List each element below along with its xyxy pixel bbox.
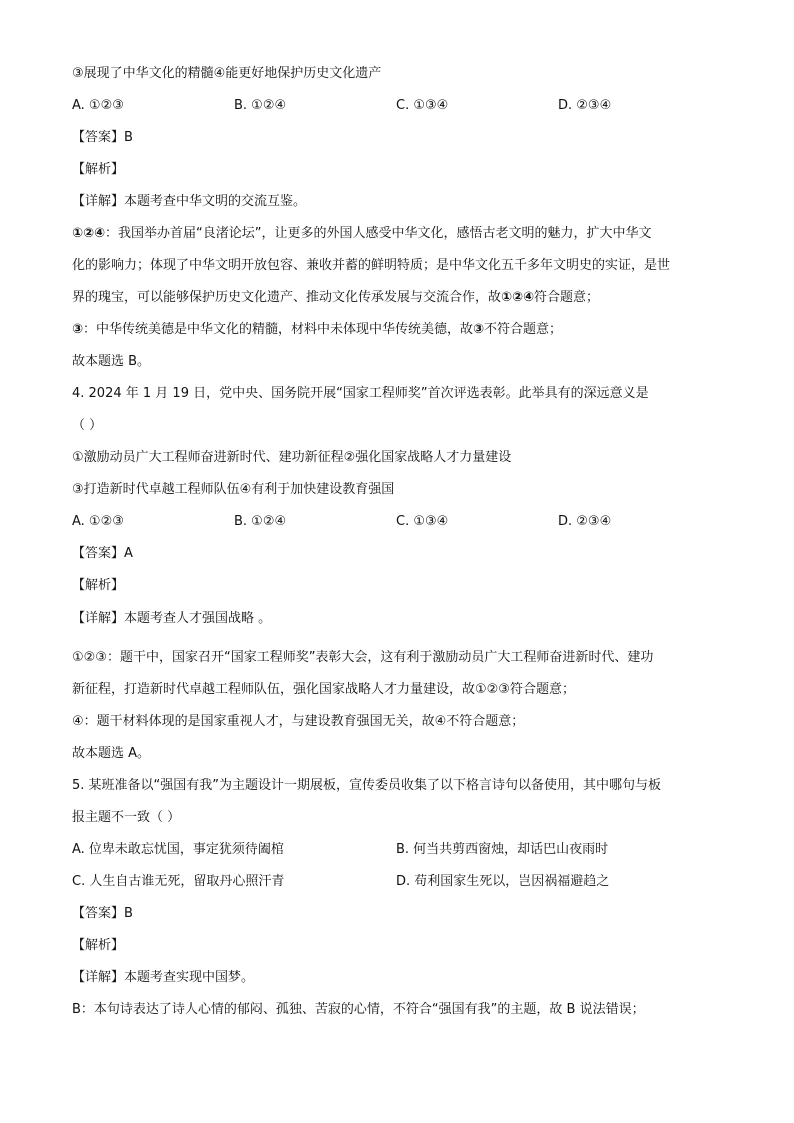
q3-text: ：我国举办首届“良渚论坛”，让更多的外国人感受中华文化，感悟古老文明的魅力，扩大中华文 (105, 226, 652, 241)
q3-statement-line: ③展现了中华文化的精髓④能更好地保护历史文化遗产 (72, 66, 382, 81)
q3-option-b: B. ①②④ (234, 98, 287, 113)
q5-options-row-2 (72, 872, 722, 892)
q5-stem-line-2: 报主题不一致（ ） (72, 810, 181, 825)
q3-text: 界的瑰宝，可以能够保护历史文化遗产、推动文化传承发展与交流合作，故 (72, 290, 502, 305)
q5-options-row-1 (72, 840, 722, 860)
q5-stem-line-1: 5. 某班准备以“强国有我”为主题设计一期展板，宣传委员收集了以下格言诗句以备使用，其中哪句与板 (72, 778, 662, 793)
q3-key-number: ③ (473, 322, 485, 337)
q3-answer: 【答案】B (72, 130, 133, 145)
q3-option-c: C. ①③④ (396, 98, 449, 113)
q3-key-numbers: ①②④ (72, 226, 106, 241)
q3-paragraph-1-line-2: 化的影响力；体现了中华文明开放包容、兼收并蓄的鲜明特质；是中华文化五千多年文明史的实证，是世 (72, 258, 671, 273)
q3-detail: 【详解】本题考查中华文明的交流互鉴。 (72, 194, 307, 209)
q4-paragraph-2: ④：题干材料体现的是国家重视人才，与建设教育强国无关，故④不符合题意； (72, 714, 525, 729)
q5-analysis-heading: 【解析】 (72, 938, 125, 953)
q4-option-a: A. ①②③ (72, 514, 124, 529)
q5-option-d: D. 苟利国家生死以，岂因祸福避趋之 (396, 874, 610, 889)
q4-answer: 【答案】A (72, 546, 133, 561)
q3-conclusion: 故本题选 B。 (72, 354, 151, 369)
q4-analysis-heading: 【解析】 (72, 578, 125, 593)
q3-paragraph-1-line-3 (72, 288, 599, 308)
q4-options (72, 512, 722, 532)
q3-paragraph-2 (72, 320, 562, 340)
q4-paragraph-1-line-1: ①②③：题干中，国家召开“国家工程师奖”表彰大会，这有利于激励动员广大工程师奋进新时代、建功 (72, 650, 654, 665)
q4-conclusion: 故本题选 A。 (72, 746, 151, 761)
q4-option-c: C. ①③④ (396, 514, 449, 529)
q5-option-b: B. 何当共剪西窗烛，却话巴山夜雨时 (396, 842, 609, 857)
q3-text: 符合题意； (534, 290, 600, 305)
q4-item-line-2: ③打造新时代卓越工程师队伍④有利于加快建设教育强国 (72, 482, 395, 497)
q3-text: 不符合题意； (484, 322, 563, 337)
q5-answer: 【答案】B (72, 906, 133, 921)
q3-paragraph-1-line-1 (72, 224, 652, 244)
q4-paragraph-1-line-2: 新征程，打造新时代卓越工程师队伍，强化国家战略人才力量建设，故①②③符合题意； (72, 682, 575, 697)
q5-paragraph-1: B：本句诗表达了诗人心情的郁闷、孤独、苦寂的心情，不符合“强国有我”的主题，故 B 说法错误； (72, 1002, 645, 1017)
q4-stem-line-2: （ ） (72, 418, 103, 433)
q3-options (72, 96, 722, 116)
q3-option-d: D. ②③④ (558, 98, 612, 113)
q4-item-line-1: ①激励动员广大工程师奋进新时代、建功新征程②强化国家战略人才力量建设 (72, 450, 512, 465)
q3-key-numbers: ①②④ (501, 290, 535, 305)
q3-option-a: A. ①②③ (72, 98, 124, 113)
q3-key-number: ③ (72, 322, 84, 337)
q3-text: ：中华传统美德是中华文化的精髓，材料中未体现中华传统美德，故 (83, 322, 474, 337)
q4-stem-line-1: 4. 2024 年 1 月 19 日，党中央、国务院开展“国家工程师奖”首次评选表彰。此举具有的深远意义是 (72, 386, 649, 401)
q5-detail: 【详解】本题考查实现中国梦。 (72, 970, 255, 985)
q4-option-b: B. ①②④ (234, 514, 287, 529)
q5-option-c: C. 人生自古谁无死，留取丹心照汗青 (72, 874, 285, 889)
q4-option-d: D. ②③④ (558, 514, 612, 529)
q4-detail: 【详解】本题考查人才强国战略 。 (72, 611, 272, 626)
q5-option-a: A. 位卑未敢忘忧国，事定犹须待阖棺 (72, 842, 284, 857)
q3-analysis-heading: 【解析】 (72, 162, 125, 177)
